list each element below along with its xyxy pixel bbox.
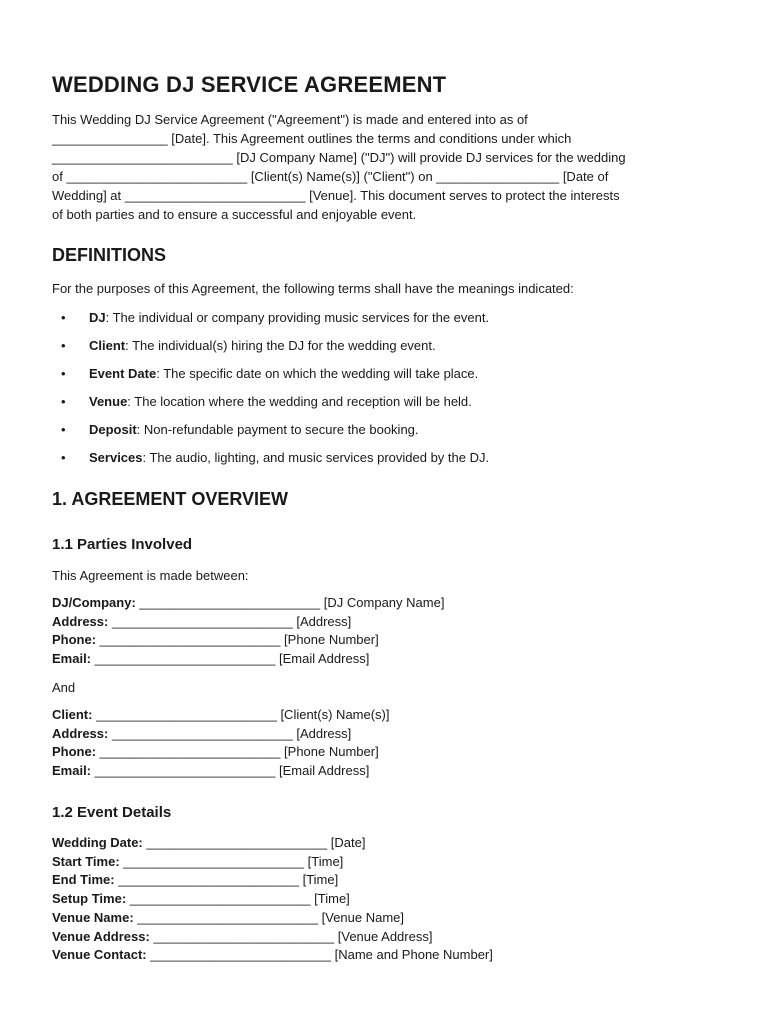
form-field-dj-address (52, 613, 444, 632)
fill-in-blank[interactable]: _________________________ (96, 744, 285, 760)
intro-line: Wedding] at _________________________ [Venue]. This document serves to protect the interests (52, 188, 620, 203)
form-field-venue-name (52, 909, 493, 928)
form-field-client-email (52, 762, 390, 781)
fill-in-blank[interactable]: _________________________ (126, 891, 315, 907)
bullet-icon: • (61, 394, 66, 409)
bullet-icon: • (61, 422, 66, 437)
form-field-client-name (52, 706, 390, 725)
field-hint: [Venue Name] (321, 909, 405, 925)
definition-text: : Non-refundable payment to secure the booking. (136, 422, 419, 437)
definitions-heading: DEFINITIONS (52, 245, 167, 265)
bullet-icon: • (61, 450, 66, 465)
intro-line: of both parties and to ensure a successful and enjoyable event. (52, 207, 417, 222)
field-hint: [Phone Number] (284, 632, 379, 648)
field-hint: [Email Address] (279, 651, 370, 667)
form-field-venue-contact (52, 946, 493, 965)
field-hint: [Venue Address] (337, 928, 433, 944)
definition-term: Client (89, 338, 126, 353)
fill-in-blank[interactable]: _________________________ (91, 763, 279, 779)
field-label: Venue Address: (52, 928, 150, 944)
definition-item (52, 448, 489, 476)
document-title: WEDDING DJ SERVICE AGREEMENT (52, 72, 447, 97)
field-label: Client: (52, 707, 93, 722)
definition-item (52, 308, 489, 336)
bullet-icon: • (61, 338, 66, 353)
form-field-dj-phone (52, 631, 444, 650)
fill-in-blank[interactable]: _________________________ (92, 707, 281, 722)
form-field-venue-address (52, 928, 493, 947)
fill-in-blank[interactable]: _________________________ (108, 725, 297, 741)
form-field-client-phone (52, 743, 390, 762)
client-fields (52, 706, 390, 781)
section-1-heading: 1. AGREEMENT OVERVIEW (52, 489, 289, 509)
form-field-wedding-date (52, 834, 493, 853)
dj-fields (52, 594, 444, 669)
fill-in-blank[interactable]: _________________________ (114, 872, 303, 888)
definition-term: Services (89, 450, 143, 465)
definition-term: DJ (89, 310, 106, 325)
field-label: Setup Time: (52, 891, 127, 907)
intro-line: This Wedding DJ Service Agreement ("Agreement") is made and entered into as of (52, 112, 528, 127)
field-hint: [Email Address] (279, 763, 370, 779)
intro-line: of _________________________ [Client(s) Name(s)] ("Client") on _________________ [Date of (52, 169, 609, 184)
field-label: Address: (52, 613, 109, 629)
field-hint: [Date] (330, 835, 366, 850)
field-hint: [Client(s) Name(s)] (280, 707, 390, 722)
field-label: Wedding Date: (52, 835, 143, 850)
field-label: DJ/Company: (52, 595, 136, 610)
intro-line: _________________________ [DJ Company Name] ("DJ") will provide DJ services for the wedding (52, 150, 626, 165)
fill-in-blank[interactable]: _________________________ (96, 632, 285, 648)
definition-item (52, 392, 489, 420)
field-hint: [Address] (296, 613, 352, 629)
definition-item (52, 336, 489, 364)
fill-in-blank[interactable]: _________________________ (108, 613, 297, 629)
definitions-lead: For the purposes of this Agreement, the following terms shall have the meanings indicated: (52, 281, 574, 296)
fill-in-blank[interactable]: _________________________ (142, 835, 331, 850)
definition-text: : The individual or company providing music services for the event. (105, 310, 490, 325)
fill-in-blank[interactable]: _________________________ (133, 909, 322, 925)
definition-text: : The audio, lighting, and music services provided by the DJ. (142, 450, 490, 465)
event-details-heading: 1.2 Event Details (52, 804, 172, 821)
fill-in-blank[interactable]: _________________________ (91, 651, 279, 667)
form-field-setup-time (52, 890, 493, 909)
field-label: Phone: (52, 632, 97, 648)
definition-term: Event Date (89, 366, 157, 381)
field-label: Email: (52, 763, 92, 779)
parties-lead: This Agreement is made between: (52, 568, 249, 583)
intro-line: ________________ [Date]. This Agreement outlines the terms and conditions under which (52, 131, 572, 146)
definition-item (52, 364, 489, 392)
form-field-client-address (52, 725, 390, 744)
field-hint: [DJ Company Name] (323, 595, 445, 610)
field-label: Venue Name: (52, 909, 134, 925)
field-label: Start Time: (52, 853, 120, 869)
bullet-icon: • (61, 366, 66, 381)
intro-paragraph (52, 110, 724, 224)
and-separator: And (52, 680, 76, 695)
form-field-dj-email (52, 650, 444, 669)
parties-heading: 1.1 Parties Involved (52, 536, 193, 553)
field-hint: [Name and Phone Number] (334, 947, 493, 963)
field-label: Venue Contact: (52, 947, 147, 963)
field-hint: [Time] (314, 891, 350, 907)
fill-in-blank[interactable]: _________________________ (146, 947, 335, 963)
field-label: Email: (52, 651, 92, 667)
fill-in-blank[interactable]: _________________________ (119, 853, 308, 869)
field-hint: [Address] (296, 725, 352, 741)
definition-item (52, 420, 489, 448)
definition-term: Venue (89, 394, 128, 409)
form-field-dj-company (52, 594, 444, 613)
definition-term: Deposit (89, 422, 137, 437)
field-label: Address: (52, 725, 109, 741)
field-label: End Time: (52, 872, 115, 888)
fill-in-blank[interactable]: _________________________ (135, 595, 324, 610)
form-field-end-time (52, 871, 493, 890)
field-hint: [Time] (302, 872, 339, 888)
definition-text: : The specific date on which the wedding will take place. (156, 366, 479, 381)
bullet-icon: • (61, 310, 66, 325)
definition-text: : The location where the wedding and reception will be held. (127, 394, 472, 409)
field-hint: [Time] (307, 853, 344, 869)
form-field-start-time (52, 853, 493, 872)
field-label: Phone: (52, 744, 97, 760)
definition-text: : The individual(s) hiring the DJ for the wedding event. (125, 338, 436, 353)
event-fields (52, 834, 493, 965)
field-hint: [Phone Number] (284, 744, 379, 760)
definitions-list (52, 308, 489, 476)
fill-in-blank[interactable]: _________________________ (149, 928, 338, 944)
